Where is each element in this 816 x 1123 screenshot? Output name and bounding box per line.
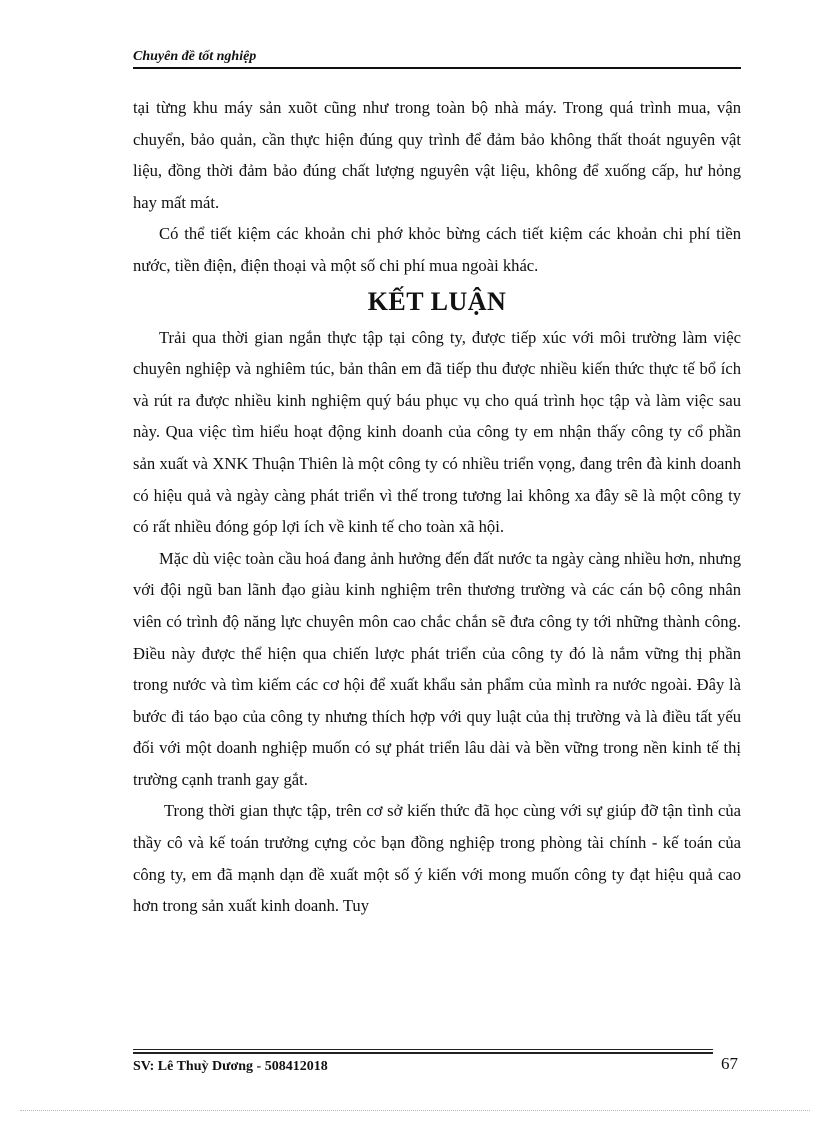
footer-rule-thick	[133, 1052, 713, 1054]
paragraph-cost-saving: Có thể tiết kiệm các khoản chi phớ khỏc bừng cách tiết kiệm các khoản chi phí tiền nước, tiền điện, điện thoại và một số chi phí mua ngoài khác.	[133, 224, 741, 275]
page-body	[133, 92, 741, 922]
footer-author: SV: Lê Thuỳ Dương - 508412018	[133, 1059, 328, 1074]
paragraph-continuation: tại từng khu máy sản xuõt cũng như trong toàn bộ nhà máy. Trong quá trình mua, vận chuyển, bảo quản, cần thực hiện đúng quy trình để đảm bảo không thất thoát nguyên vật liệu, đồng thời đảm bảo đúng chất lượng nguyên vật liệu, không để xuống cấp, hư hỏng hay mất mát.	[133, 98, 741, 212]
page-bottom-dotted-line	[20, 1110, 810, 1111]
paragraph-proposals: Trong thời gian thực tập, trên cơ sở kiến thức đã học cùng với sự giúp đỡ tận tình của thầy cô và kế toán trưởng cựng cỏc bạn đồng nghiệp trong phòng tài chính - kế toán của công ty, em đã mạnh dạn đề xuất một số ý kiến với mong muốn công ty đạt hiệu quả cao hơn trong sản xuất kinh doanh. Tuy	[133, 801, 741, 916]
header-title: Chuyên đề tốt nghiệp	[133, 49, 257, 64]
paragraph-internship: Trải qua thời gian ngắn thực tập tại công ty, được tiếp xúc với môi trường làm việc chuyên nghiệp và nghiêm túc, bản thân em đã tiếp thu được nhiều kiến thức thực tế bổ ích và rút ra được nhiều kinh nghiệm quý báu phục vụ cho quá trình học tập và làm việc sau này. Qua việc tìm hiểu hoạt động kinh doanh của công ty em nhận thấy công ty cổ phần sản xuất và XNK Thuận Thiên là một công ty có nhiều triển vọng, đang trên đà kinh doanh có hiệu quả và ngày càng phát triển vì thế trong tương lai không xa đây sẽ là một công ty có rất nhiều đóng góp lợi ích về kinh tế cho toàn xã hội.	[133, 327, 741, 537]
page-number: 67	[721, 1054, 738, 1073]
section-title-conclusion: KẾT LUẬN	[367, 286, 507, 316]
footer-rule-thin	[133, 1049, 713, 1050]
paragraph-globalization: Mặc dù việc toàn cầu hoá đang ảnh hưởng đến đất nước ta ngày càng nhiều hơn, nhưng với đội ngũ ban lãnh đạo giàu kinh nghiệm trên thương trường và các cán bộ công nhân viên có trình độ năng lực chuyên môn cao chắc chắn sẽ đưa công ty tới những thành công. Điều này được thể hiện qua chiến lược phát triển của công ty đó là nắm vững thị phần trong nước và tìm kiếm các cơ hội để xuất khẩu sản phẩm của mình ra nước ngoài. Đây là bước đi táo bạo của công ty nhưng thích hợp với quy luật của thị trường và là điều tất yếu đối với một doanh nghiệp muốn có sự phát triển lâu dài và bền vững trong nền kinh tế thị trường cạnh tranh gay gắt.	[133, 548, 741, 789]
page-header	[133, 48, 741, 66]
header-rule	[133, 67, 741, 69]
